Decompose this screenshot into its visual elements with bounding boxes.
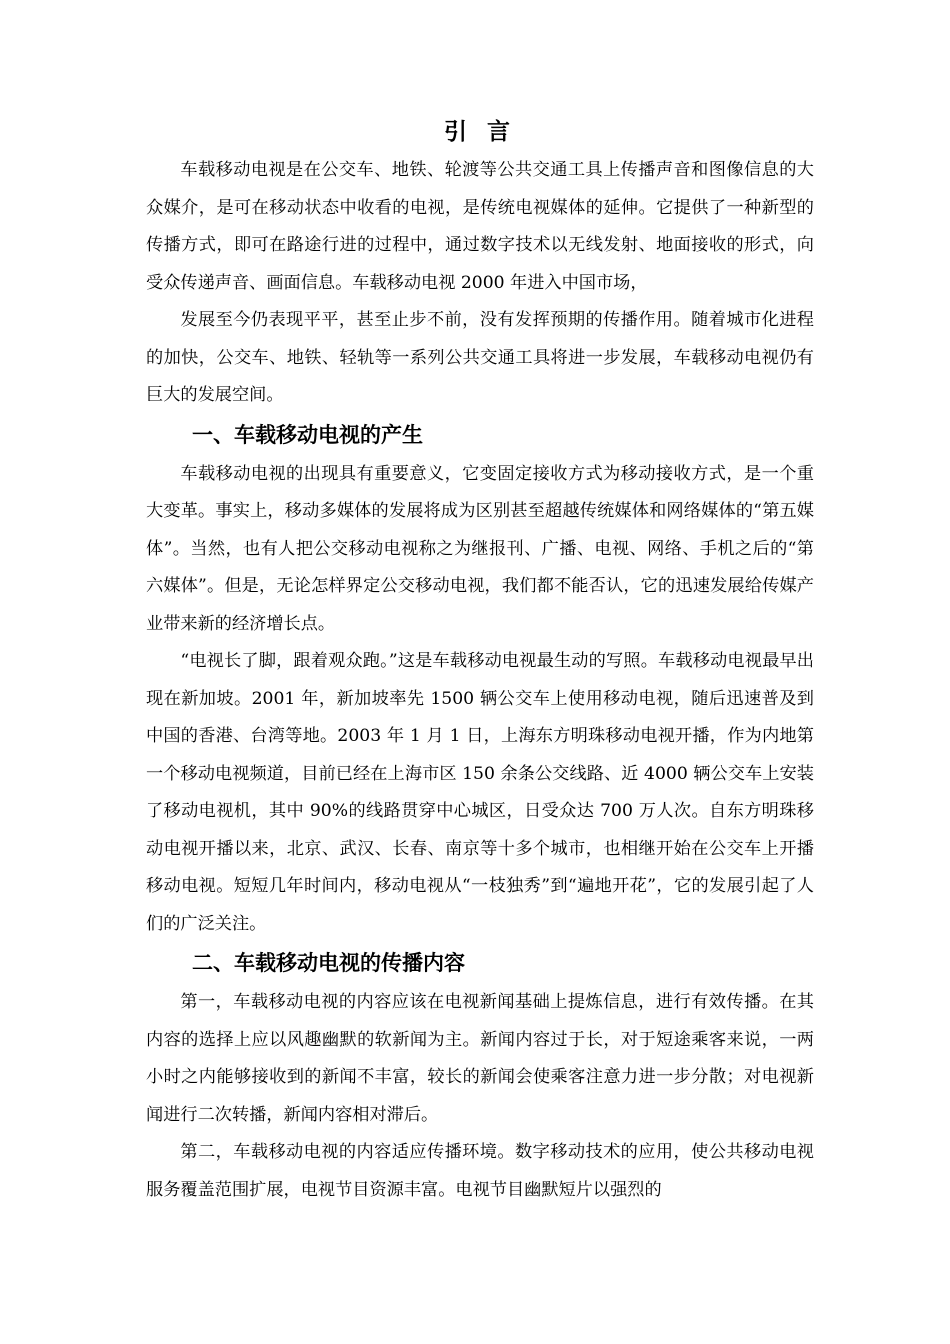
section-1-paragraph-1: 车载移动电视的出现具有重要意义，它变固定接收方式为移动接收方式，是一个重大变革。事实上，移动多媒体的发展将成为区别甚至超越传统媒体和网络媒体的“第五媒体”。当然，也有人把公交移动电视称之为继报刊、广播、电视、网络、手机之后的“第六媒体”。但是，无论怎样界定公交移动电视，我们都不能否认，它的迅速发展给传媒产业带来新的经济增长点。 bbox=[146, 463, 814, 634]
section-2-paragraph-1: 第一，车载移动电视的内容应该在电视新闻基础上提炼信息，进行有效传播。在其内容的选择上应以风趣幽默的软新闻为主。新闻内容过于长，对于短途乘客来说，一两小时之内能够接收到的新闻不丰富，较长的新闻会使乘客注意力进一步分散；对电视新闻进行二次转播，新闻内容相对滞后。 bbox=[146, 992, 814, 1125]
intro-paragraph-2: 发展至今仍表现平平，甚至止步不前，没有发挥预期的传播作用。随着城市化进程的加快，公交车、地铁、轻轨等一系列公共交通工具将进一步发展，车载移动电视仍有巨大的发展空间。 bbox=[146, 310, 814, 405]
section-2-paragraph-2: 第二，车载移动电视的内容适应传播环境。数字移动技术的应用，使公共移动电视服务覆盖范围扩展，电视节目资源丰富。电视节目幽默短片以强烈的 bbox=[146, 1142, 814, 1200]
page-title: 引 言 bbox=[443, 119, 516, 145]
section-1-paragraph-2: “电视长了脚，跟着观众跑。”这是车载移动电视最生动的写照。车载移动电视最早出现在新加坡。2001 年，新加坡率先 1500 辆公交车上使用移动电视，随后迅速普及到中国的香港、台湾等地。2003 年 1 月 1 日，上海东方明珠移动电视开播，作为内地第一个移动电视频道，目前已经在上海市区 150 余条公交线路、近 4000 辆公交车上安装了移动电视机，其中 90%的线路贯穿中心城区，日受众达 700 万人次。自东方明珠移动电视开播以来，北京、武汉、长春、南京等十多个城市，也相继开始在公交车上开播移动电视。短短几年时间内，移动电视从“一枝独秀”到“遍地开花”，它的发展引起了人们的广泛关注。 bbox=[146, 651, 814, 934]
document-body bbox=[146, 112, 814, 1209]
section-2-heading: 二、车载移动电视的传播内容 bbox=[192, 951, 465, 975]
section-1-heading: 一、车载移动电视的产生 bbox=[192, 422, 423, 447]
intro-paragraph-1: 车载移动电视是在公交车、地铁、轮渡等公共交通工具上传播声音和图像信息的大众媒介，是可在移动状态中收看的电视，是传统电视媒体的延伸。它提供了一种新型的传播方式，即可在路途行进的过程中，通过数字技术以无线发射、地面接收的形式，向受众传递声音、画面信息。车载移动电视 2000 年进入中国市场， bbox=[146, 160, 814, 293]
